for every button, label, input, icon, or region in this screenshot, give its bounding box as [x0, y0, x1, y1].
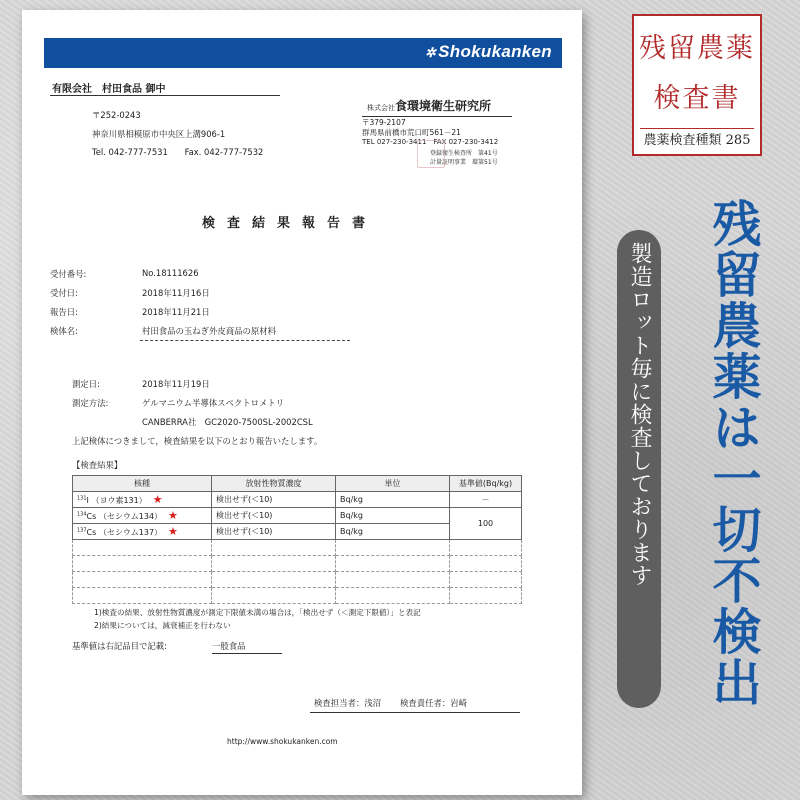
field-label: 報告日:	[50, 307, 78, 317]
star-icon: ★	[168, 525, 178, 538]
star-icon: ★	[152, 493, 163, 506]
standard-item: 一般食品	[212, 641, 246, 651]
responsible-person: 検査責任者：岩崎	[400, 698, 467, 708]
standard-item-underline	[212, 653, 282, 654]
standard-label: 基準値は右記品目で記載:	[72, 641, 167, 651]
field-label: 検体名:	[50, 326, 78, 336]
table-header-row	[73, 476, 522, 492]
result-cell: 検出せず(＜10)	[212, 524, 336, 540]
table-row	[73, 492, 522, 508]
lab-address: 群馬県前橋市荒口町561－21	[362, 128, 461, 137]
lab-registration-1: 登録衛生検査所 第41号	[430, 150, 498, 157]
unit-cell: Bq/kg	[336, 524, 450, 540]
method-line-2: CANBERRA社 GC2020-7500SL-2002CSL	[142, 417, 313, 427]
standard-cell: 100	[450, 508, 522, 540]
field-value: No.18111626	[142, 268, 199, 278]
client-postal: 〒252-0243	[92, 110, 141, 120]
lab-phone: TEL 027-230-3411 FAX 027-230-3412	[362, 138, 499, 146]
column-header: 基準値(Bq/kg)	[450, 476, 522, 492]
unit-cell: Bq/kg	[336, 492, 450, 508]
method-line-1: ゲルマニウム半導体スペクトロメトリ	[142, 398, 285, 408]
standard-cell: －	[450, 492, 522, 508]
pill-text: 製造ロット毎に検査しております	[627, 242, 652, 587]
nuclide-cell: $^{137}$Cs （セシウム137） ★	[73, 524, 212, 540]
lab-logo: ✲ Shokukanken	[424, 42, 552, 61]
note-2: 2)結果については，減衰補正を行わない	[94, 621, 231, 630]
empty-row	[73, 556, 522, 572]
field-value: 村田食品の玉ねぎ外皮商品の原材料	[142, 326, 276, 336]
signature-line	[310, 712, 520, 713]
table-row	[73, 508, 522, 524]
column-header: 核種	[73, 476, 212, 492]
header-banner	[44, 38, 562, 68]
results-table	[72, 475, 522, 604]
lab-registration-2: 計量証明事業 環第51号	[430, 159, 498, 166]
field-value: 2018年11月21日	[142, 307, 210, 317]
column-header: 放射性物質濃度	[212, 476, 336, 492]
intro-text: 上記検体につきまして，検査結果を以下のとおり報告いたします。	[72, 436, 323, 446]
sample-name-underline	[140, 340, 350, 341]
result-cell: 検出せず(＜10)	[212, 492, 336, 508]
headline-vertical: 残留農薬は一切不検出	[705, 198, 763, 708]
field-value: 2018年11月16日	[142, 288, 210, 298]
lab-name: 株式会社食環境衛生研究所	[367, 99, 492, 113]
document-title: 検査結果報告書	[202, 216, 378, 231]
measure-date: 2018年11月19日	[142, 379, 210, 389]
addressee-underline	[50, 95, 280, 96]
measure-date-label: 測定日:	[72, 379, 100, 389]
stamp-line-2: 検査書	[653, 83, 741, 114]
column-header: 単位	[336, 476, 450, 492]
stamp-line-1: 残留農薬	[639, 33, 755, 64]
results-heading: 【検査結果】	[72, 460, 123, 470]
empty-row	[73, 572, 522, 588]
inspector: 検査担当者：浅沼	[314, 698, 381, 708]
lab-url: http://www.shokukanken.com	[227, 737, 338, 746]
logo-mark-icon: ✲	[424, 45, 437, 60]
lot-inspection-pill	[617, 230, 661, 708]
client-address: 神奈川県相模原市中央区上溝906-1	[92, 129, 226, 139]
empty-row	[73, 588, 522, 604]
method-label: 測定方法:	[72, 398, 109, 408]
stamp-subtitle: 農薬検査種類 285	[643, 133, 751, 148]
lab-postal: 〒379-2107	[362, 118, 406, 127]
unit-cell: Bq/kg	[336, 508, 450, 524]
report-document	[22, 10, 582, 795]
client-phone: Tel. 042-777-7531 Fax. 042-777-7532	[92, 147, 264, 157]
nuclide-cell: $^{134}$Cs （セシウム134） ★	[73, 508, 212, 524]
inspection-stamp-badge	[632, 14, 762, 156]
result-cell: 検出せず(＜10)	[212, 508, 336, 524]
field-label: 受付番号:	[50, 269, 87, 279]
note-1: 1)検査の結果、放射性物質濃度が測定下限値未満の場合は，「検出せず（＜測定下限値）」と表記	[94, 608, 421, 617]
company-seal-icon	[417, 140, 445, 168]
empty-row	[73, 540, 522, 556]
field-label: 受付日:	[50, 288, 78, 298]
addressee: 有限会社 村田食品 御中	[52, 84, 166, 95]
star-icon: ★	[168, 509, 178, 522]
nuclide-cell: $^{131}$I （ヨウ素131） ★	[73, 492, 212, 508]
